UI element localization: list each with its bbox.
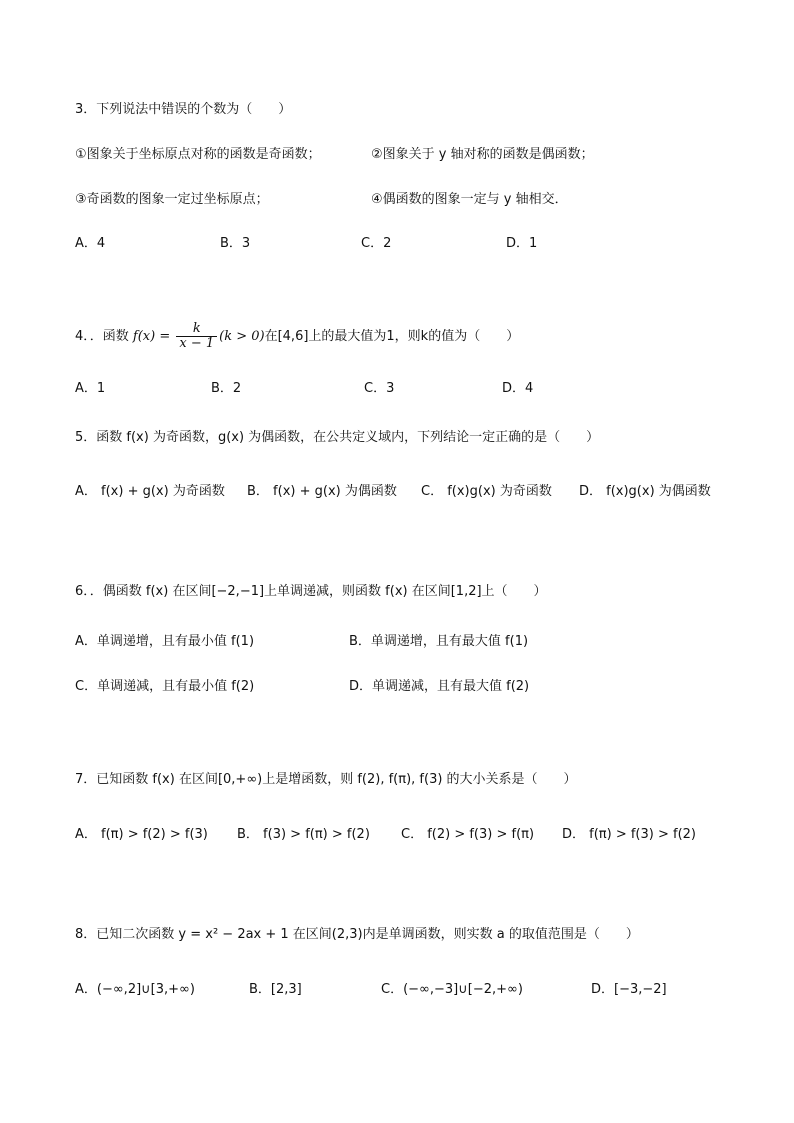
q4-option-a: A．1 <box>75 381 106 396</box>
q6-stem: 6．．偶函数 f(x) 在区间[−2,−1]上单调递减，则函数 f(x) 在区间[1,2]上（ ） <box>75 584 547 599</box>
q3-option-d: D．1 <box>506 236 538 251</box>
q7-option-c: C． f(2) > f(3) > f(π) <box>401 827 535 842</box>
q7-option-d: D． f(π) > f(3) > f(2) <box>562 827 696 842</box>
q4-option-d: D．4 <box>502 381 534 396</box>
q3-statement-1: ①图象关于坐标原点对称的函数是奇函数； <box>75 147 321 162</box>
q6-option-c: C．单调递减，且有最小值 f(2) <box>75 679 255 694</box>
q3-statement-2: ②图象关于 y 轴对称的函数是偶函数； <box>371 147 594 162</box>
q6-option-a: A．单调递增，且有最小值 f(1) <box>75 634 255 649</box>
q7-option-b: B． f(3) > f(π) > f(2) <box>237 827 370 842</box>
q4-stem-rest: 在[4,6]上的最大值为1，则k的值为（ ） <box>264 329 520 344</box>
q6-option-b: B．单调递增，且有最大值 f(1) <box>349 634 529 649</box>
q5-stem: 5．函数 f(x) 为奇函数，g(x) 为偶函数，在公共定义域内，下列结论一定正确的是（ ） <box>75 430 600 445</box>
q5-option-b: B． f(x) + g(x) 为偶函数 <box>247 484 397 499</box>
q4-fraction-denominator: x − 1 <box>179 336 215 351</box>
q7-option-a: A． f(π) > f(2) > f(3) <box>75 827 208 842</box>
q4-condition: (k > 0) <box>219 329 265 344</box>
q7-stem: 7．已知函数 f(x) 在区间[0,+∞)上是增函数，则 f(2), f(π), f(3) 的大小关系是（ ） <box>75 772 577 787</box>
q3-option-c: C．2 <box>361 236 392 251</box>
q4-option-b: B．2 <box>211 381 242 396</box>
q4-number: 4．．函数 <box>75 329 129 344</box>
q4-stem <box>75 320 519 354</box>
q3-stem: 3．下列说法中错误的个数为（ ） <box>75 102 292 117</box>
q4-fraction <box>176 322 217 351</box>
q8-option-c: C．(−∞,−3]∪[−2,+∞) <box>381 982 523 997</box>
q3-statement-3: ③奇函数的图象一定过坐标原点； <box>75 192 269 207</box>
q5-option-c: C． f(x)g(x) 为奇函数 <box>421 484 552 499</box>
q4-option-c: C．3 <box>364 381 395 396</box>
q4-function: f(x) = <box>132 329 171 344</box>
q8-option-b: B．[2,3] <box>249 982 302 997</box>
q6-option-d: D．单调递减，且有最大值 f(2) <box>349 679 530 694</box>
q4-fraction-numerator: k <box>176 322 217 337</box>
q8-stem: 8．已知二次函数 y = x² − 2ax + 1 在区间(2,3)内是单调函数，则实数 a 的取值范围是（ ） <box>75 927 639 942</box>
q3-statement-4: ④偶函数的图象一定与 y 轴相交． <box>371 192 568 207</box>
q8-option-d: D．[−3,−2] <box>591 982 667 997</box>
q3-option-b: B．3 <box>220 236 251 251</box>
q5-option-a: A． f(x) + g(x) 为奇函数 <box>75 484 225 499</box>
q5-option-d: D． f(x)g(x) 为偶函数 <box>579 484 711 499</box>
q8-option-a: A．(−∞,2]∪[3,+∞) <box>75 982 195 997</box>
q3-option-a: A．4 <box>75 236 106 251</box>
